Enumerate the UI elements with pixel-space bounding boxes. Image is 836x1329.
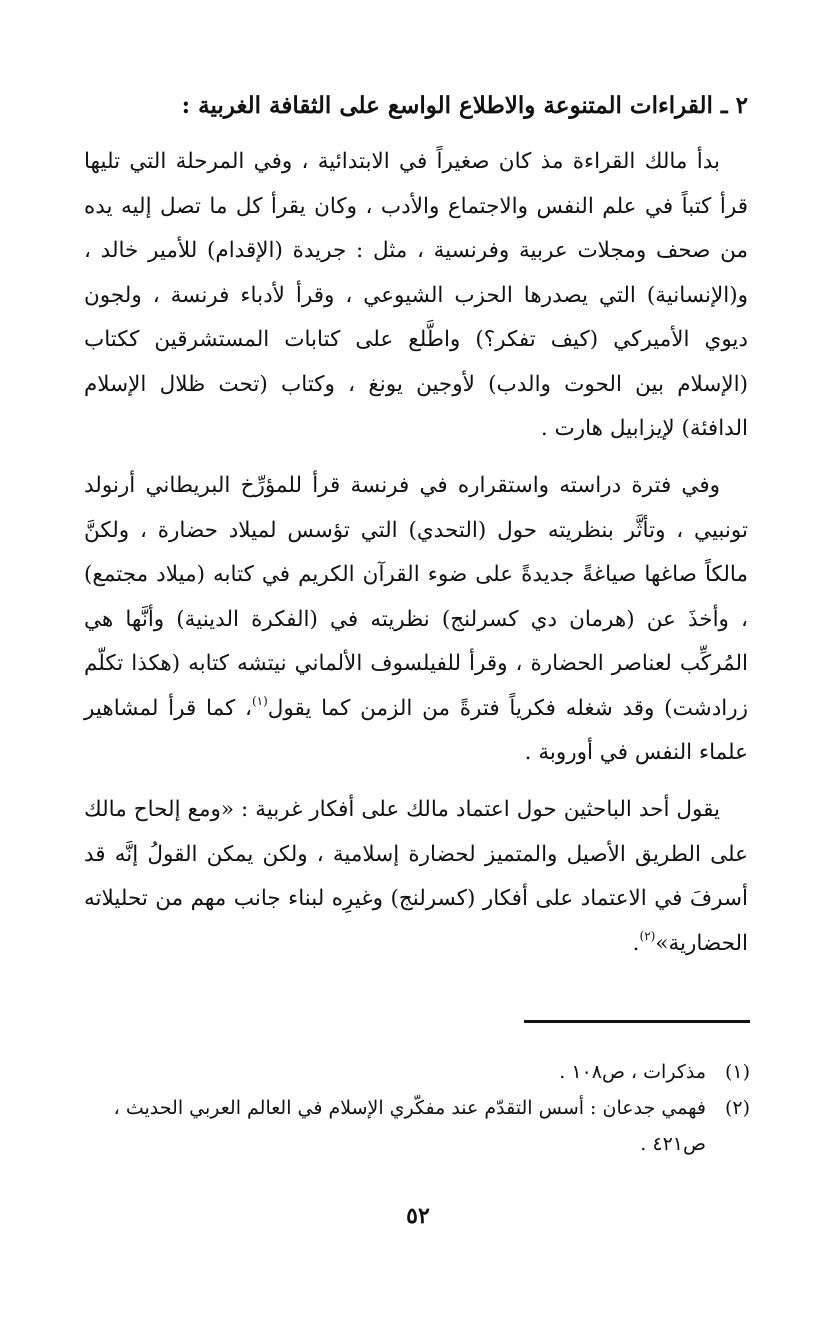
footnote-item bbox=[84, 1054, 750, 1090]
footnote-ref-1: (١) bbox=[251, 693, 268, 708]
footnotes bbox=[84, 1054, 750, 1162]
footnote-text: مذكرات ، ص١٠٨ . bbox=[559, 1061, 706, 1083]
paragraph-2 bbox=[84, 464, 748, 776]
footnote-divider bbox=[524, 1020, 750, 1023]
footnote-item bbox=[84, 1090, 750, 1162]
section-heading: ٢ ـ القراءات المتنوعة والاطلاع الواسع على الثقافة الغربية : bbox=[181, 92, 748, 119]
footnote-number: (٢) bbox=[724, 1097, 750, 1119]
paragraph-3-text-end: . bbox=[632, 930, 640, 956]
paragraph-3 bbox=[84, 788, 748, 966]
paragraph-1-text: بدأ مالك القراءة مذ كان صغيراً في الابتدائية ، وفي المرحلة التي تليها قرأ كتباً في علم النفس والاجتماع والأدب ، وكان يقرأ كل ما تصل إليه يده من صحف ومجلات عربية وفرنسية ، مثل : جريدة (الإقدام) للأمير خالد ، و(الإنسانية) التي يصدرها الحزب الشيوعي ، وقرأ لأدباء فرنسة ، ولجون ديوي الأميركي (كيف تفكر؟) واطَّلع على كتابات المستشرقين ككتاب (الإسلام بين الحوت والدب) لأوجين يونغ ، وكتاب (تحت ظلال الإسلام الدافئة) لإيزابيل هارت . bbox=[84, 149, 748, 441]
paragraph-2-text-end: ، كما قرأ لمشاهير علماء النفس في أوروبة . bbox=[84, 695, 748, 765]
page-number: ٥٢ bbox=[406, 1203, 430, 1229]
footnote-number: (١) bbox=[724, 1061, 750, 1083]
footnote-text: فهمي جدعان : أسس التقدّم عند مفكّري الإسلام في العالم العربي الحديث ، ص٤٢١ . bbox=[113, 1097, 706, 1155]
footnote-ref-2: (٢) bbox=[639, 928, 656, 943]
paragraph-2-text-start: وفي فترة دراسته واستقراره في فرنسة قرأ للمؤرِّخ البريطاني أرنولد تونبيي ، وتأثَّر بنظريته حول (التحدي) التي تؤسس لميلاد حضارة ، ولكنَّ مالكاً صاغها صياغةً جديدةً على ضوء القرآن الكريم في كتابه (ميلاد مجتمع) ، وأخذَ عن (هرمان دي كسرلنج) نظريته في (الفكرة الدينية) وأنَّها هي المُركِّب لعناصر الحضارة ، وقرأ للفيلسوف الألماني نيتشه كتابه (هكذا تكلّم زرادشت) وقد شغله فكرياً فترةً من الزمن كما يقول bbox=[84, 473, 749, 721]
paragraph-1 bbox=[84, 140, 748, 452]
paragraph-3-text-start: يقول أحد الباحثين حول اعتماد مالك على أفكار غربية : «ومع إلحاح مالك على الطريق الأصيل والمتميز لحضارة إسلامية ، ولكن يمكن القولُ إنَّه قد أسرفَ في الاعتماد على أفكار (كسرلنج) وغيرِه لبناء جانب مهم من تحليلاته الحضارية» bbox=[84, 797, 748, 956]
